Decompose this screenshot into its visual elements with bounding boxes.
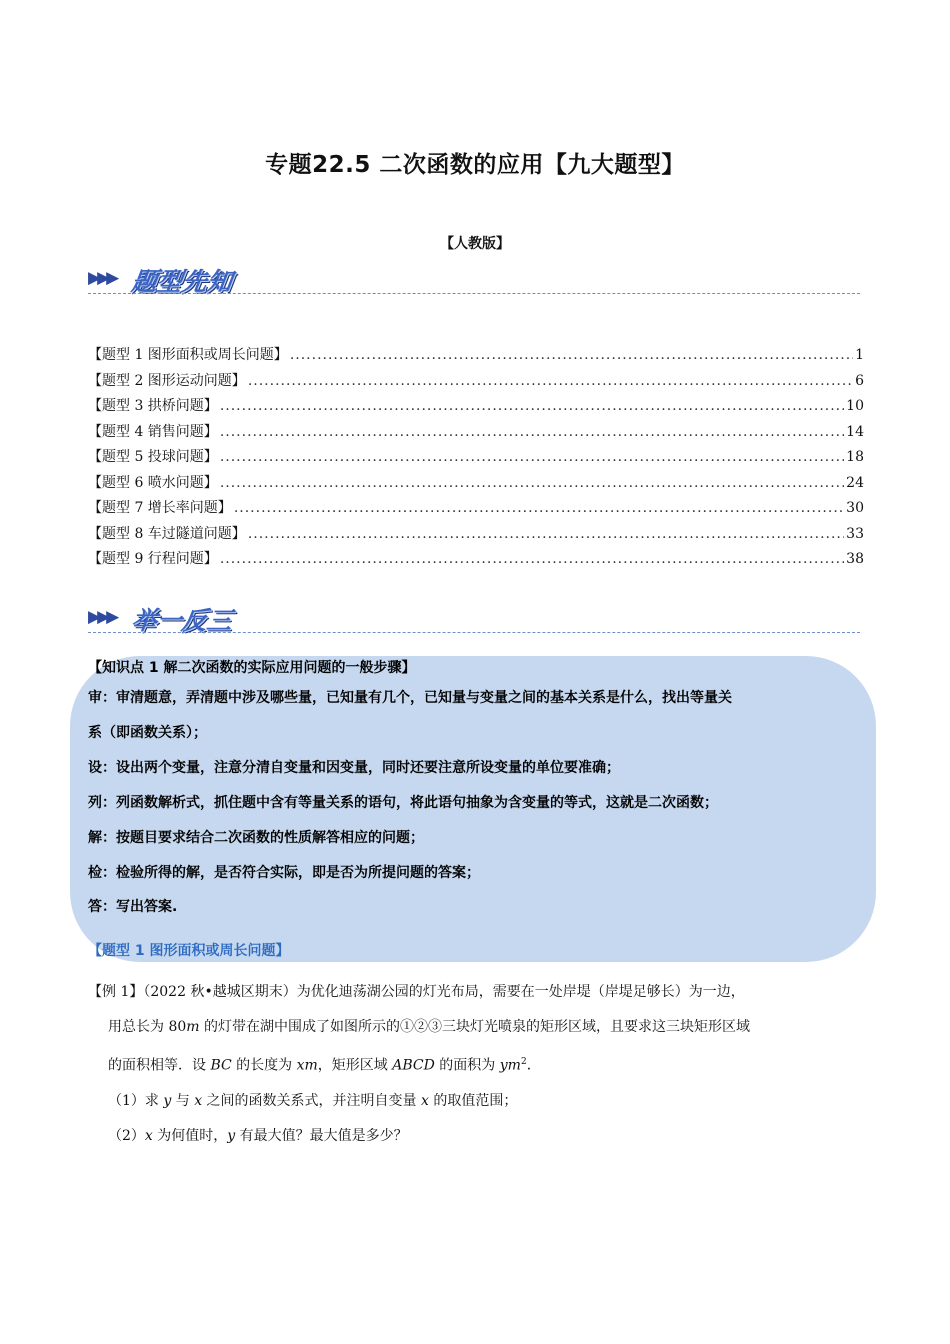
math-var: ABCD: [392, 1057, 435, 1074]
math-var: m: [186, 1019, 200, 1035]
toc-entry[interactable]: [88, 547, 864, 573]
example-line: [88, 975, 868, 1010]
example-text: 的长度为: [231, 1057, 297, 1074]
example-text: （2022 秋•越城区期末）为优化迪荡湖公园的灯光布局，需要在一处岸堤（岸堤足够长）为一边，: [143, 984, 745, 1000]
toc-entry-page: 14: [846, 423, 864, 440]
toc-leader: [234, 496, 844, 522]
example-text: 为何值时，: [152, 1127, 228, 1144]
knowledge-line: 答：写出答案.: [88, 899, 178, 915]
banner-title: 题型先知: [129, 267, 234, 296]
math-var: x: [421, 1092, 429, 1109]
toc-entry-label: 【题型 2 图形运动问题】: [88, 372, 246, 389]
toc-entry-label: 【题型 8 车过隧道问题】: [88, 525, 246, 542]
toc-entry-page: 10: [846, 398, 864, 414]
banner-arrows-icon: ▶▶▶: [88, 607, 116, 627]
knowledge-line: 列：列函数解析式，抓住题中含有等量关系的语句，将此语句抽象为含变量的等式，这就是二次函数；: [88, 795, 718, 811]
example-line: [88, 1045, 868, 1084]
knowledge-title: 【知识点 1 解二次函数的实际应用问题的一般步骤】: [88, 660, 416, 676]
knowledge-line: 设：设出两个变量，注意分清自变量和因变量，同时还要注意所设变量的单位要准确；: [88, 760, 620, 776]
toc-leader: [220, 394, 844, 420]
math-var: y: [163, 1092, 172, 1109]
section-banner-topic-preview: [88, 262, 860, 302]
toc-entry-page: 1: [855, 347, 864, 363]
example-text: 有最大值？最大值是多少？: [235, 1127, 408, 1144]
toc-entry-label: 【题型 1 图形面积或周长问题】: [88, 347, 288, 363]
knowledge-line: 检：检验所得的解，是否符合实际，即是否为所提问题的答案；: [88, 865, 480, 881]
toc-entry-label: 【题型 5 投球问题】: [88, 449, 218, 465]
toc-entry-label: 【题型 3 拱桥问题】: [88, 398, 218, 414]
math-var: x: [144, 1127, 153, 1144]
toc-entry[interactable]: [88, 394, 864, 420]
example-text: 与: [171, 1092, 195, 1109]
question-1: [88, 1084, 868, 1119]
toc-entry-label: 【题型 7 增长率问题】: [88, 500, 232, 516]
example-text: 的取值范围；: [428, 1092, 518, 1109]
knowledge-line: 审：审清题意，弄清题中涉及哪些量，已知量有几个，已知量与变量之间的基本关系是什么，找出等量关: [88, 690, 732, 706]
page-title: 专题22.5 二次函数的应用【九大题型】: [265, 152, 685, 178]
knowledge-point: [88, 656, 868, 924]
math-var: ym: [499, 1057, 521, 1074]
toc-leader: [220, 420, 844, 446]
toc-leader: [220, 445, 844, 471]
toc-leader: [220, 547, 844, 573]
toc-entry[interactable]: [88, 522, 864, 548]
toc-entry-page: 18: [846, 449, 864, 465]
example-label: 【例 1】: [88, 984, 144, 1000]
section-banner-practice: [88, 601, 860, 641]
toc-leader: [290, 343, 853, 369]
example-line: [88, 1010, 868, 1045]
math-var: y: [227, 1127, 236, 1144]
toc-entry-label: 【题型 6 喷水问题】: [88, 474, 218, 491]
example-1: [88, 975, 868, 1154]
toc-leader: [248, 369, 853, 395]
banner-divider: [88, 632, 860, 633]
math-var: xm: [296, 1057, 318, 1074]
toc-entry[interactable]: [88, 369, 864, 395]
math-var: x: [194, 1092, 203, 1109]
toc-entry-page: 38: [846, 551, 864, 567]
toc-leader: [220, 471, 844, 497]
toc-entry[interactable]: [88, 420, 864, 446]
example-text: （1）求: [108, 1092, 164, 1109]
edition-label: 【人教版】: [440, 236, 510, 252]
knowledge-line: 解：按题目要求结合二次函数的性质解答相应的问题；: [88, 830, 424, 846]
toc-entry[interactable]: [88, 343, 864, 369]
banner-divider: [88, 293, 860, 294]
math-var: BC: [210, 1057, 232, 1074]
question-2: [88, 1119, 868, 1154]
superscript: 2: [520, 1057, 527, 1067]
example-text: 之间的函数关系式，并注明自变量: [202, 1092, 421, 1109]
table-of-contents: [88, 343, 864, 573]
example-text: 的灯带在湖中围成了如图所示的①②③三块灯光喷泉的矩形区域，且要求这三块矩形区域: [199, 1019, 750, 1035]
toc-entry-label: 【题型 9 行程问题】: [88, 551, 218, 567]
example-text: ，矩形区域: [317, 1057, 393, 1074]
example-text: ．: [526, 1057, 541, 1074]
toc-entry[interactable]: [88, 445, 864, 471]
knowledge-line: 系（即函数关系）；: [88, 725, 207, 741]
example-text: 的面积相等．设: [108, 1057, 211, 1074]
toc-entry-page: 6: [855, 372, 864, 389]
toc-leader: [248, 522, 844, 548]
toc-entry-page: 30: [846, 500, 864, 516]
toc-entry-page: 33: [846, 525, 864, 542]
example-text: （2）: [108, 1127, 145, 1144]
topic-heading: 【题型 1 图形面积或周长问题】: [88, 943, 290, 959]
banner-arrows-icon: ▶▶▶: [88, 268, 116, 288]
banner-title: 举一反三: [129, 606, 234, 635]
toc-entry-page: 24: [846, 474, 864, 491]
example-text: 用总长为 80: [108, 1019, 187, 1035]
example-text: 的面积为: [434, 1057, 500, 1074]
toc-entry-label: 【题型 4 销售问题】: [88, 423, 218, 440]
toc-entry[interactable]: [88, 471, 864, 497]
toc-entry[interactable]: [88, 496, 864, 522]
